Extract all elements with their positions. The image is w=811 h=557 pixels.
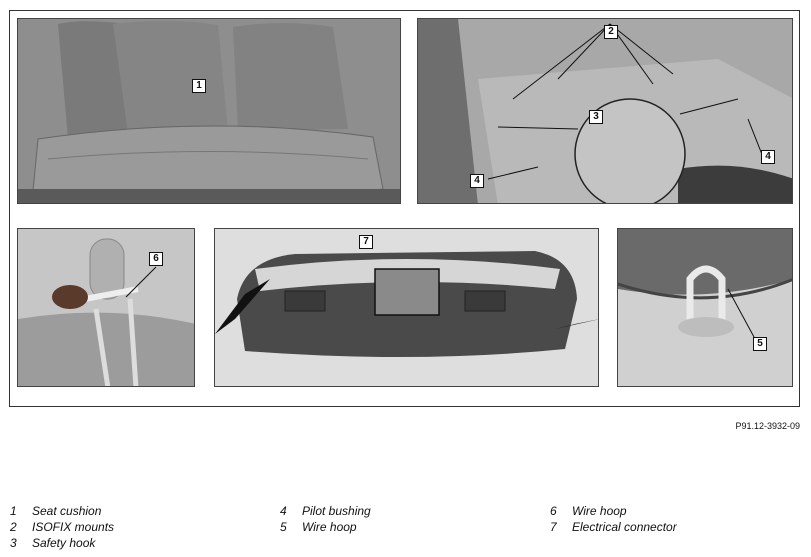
- legend-column-2: [280, 503, 371, 535]
- legend-item: 2 ISOFIX mounts: [10, 520, 115, 534]
- callout-4-right: 4: [761, 150, 775, 164]
- photo-isofix-mounts: [417, 18, 793, 204]
- legend-item: 5 Wire hoop: [280, 520, 357, 534]
- legend-item: 7 Electrical connector: [550, 520, 677, 534]
- callout-5: 5: [753, 337, 767, 351]
- legend-column-3: [550, 503, 677, 535]
- legend-item: 4 Pilot bushing: [280, 504, 371, 518]
- figure-reference: P91.12-3932-09: [735, 421, 800, 431]
- legend-item: 3 Safety hook: [10, 536, 96, 550]
- callout-3: 3: [589, 110, 603, 124]
- legend-item: 6 Wire hoop: [550, 504, 627, 518]
- callout-6: 6: [149, 252, 163, 266]
- photo-seat-cushion: [17, 18, 401, 204]
- legend-item: 1 Seat cushion: [10, 504, 102, 518]
- photo-wire-hoop-detail-5: [617, 228, 793, 387]
- callout-7: 7: [359, 235, 373, 249]
- callout-4-left: 4: [470, 174, 484, 188]
- photo-wire-hoop-detail-6: [17, 228, 195, 387]
- legend-column-1: [10, 503, 114, 551]
- callout-1: 1: [192, 79, 206, 93]
- photo-cushion-underside: [214, 228, 599, 387]
- callout-2: 2: [604, 25, 618, 39]
